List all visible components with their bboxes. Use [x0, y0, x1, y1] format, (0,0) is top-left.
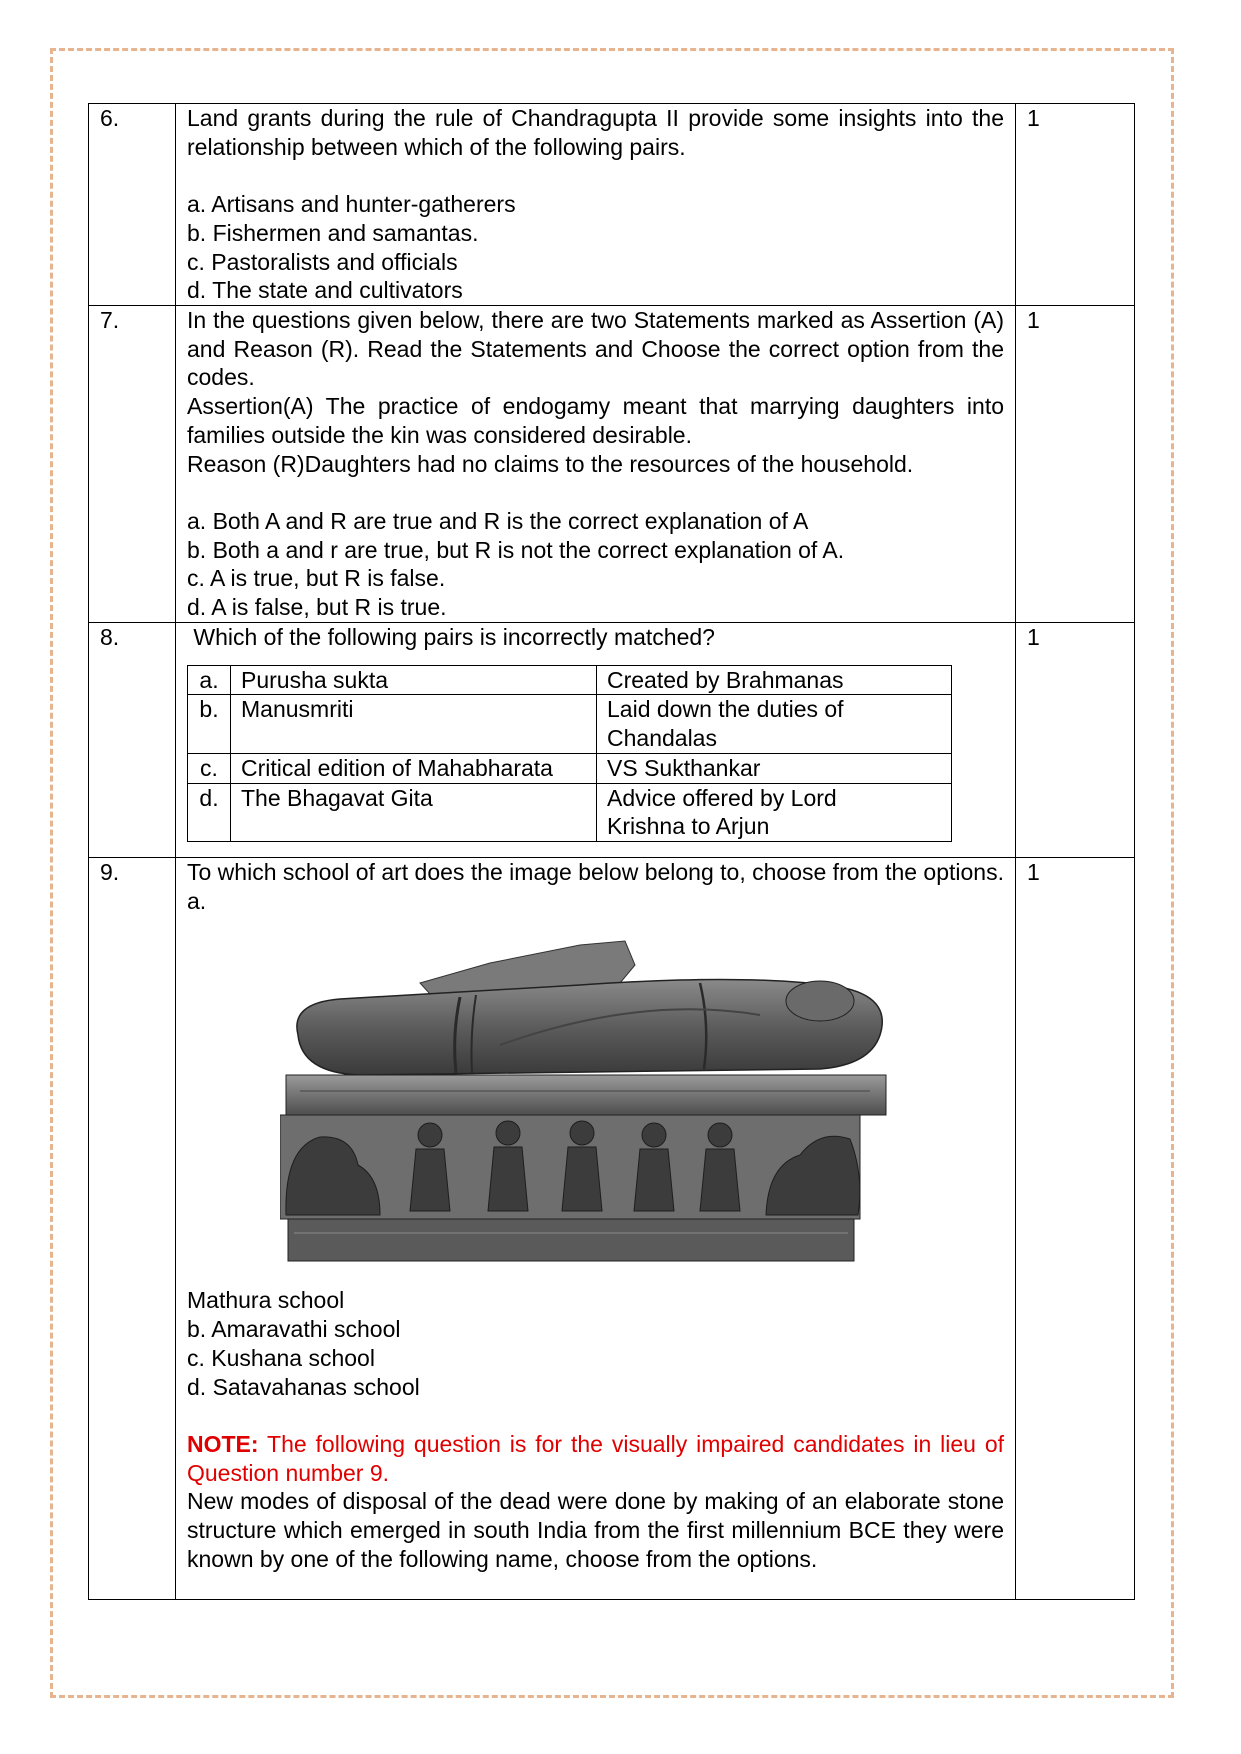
pair-left: Purusha sukta	[231, 665, 597, 695]
question-stem: Which of the following pairs is incorrectly matched?	[187, 624, 715, 650]
pairs-table	[187, 665, 952, 842]
note-label: NOTE:	[187, 1430, 259, 1457]
option-a: a. Artisans and hunter-gatherers	[187, 191, 516, 218]
question-marks: 1	[1016, 623, 1135, 858]
question-marks: 1	[1016, 858, 1135, 1600]
alt-question: New modes of disposal of the dead were done by making of an elaborate stone structure which emerged in south India from the first millennium BCE they were known by one of the following name, choose from the options.	[187, 1488, 1004, 1572]
sculpture-image	[280, 915, 910, 1271]
pair-left: Manusmriti	[231, 695, 597, 753]
note-text	[187, 1430, 1004, 1487]
question-intro: In the questions given below, there are two Statements marked as Assertion (A) and Reason (R). Read the Statements and Choose the correct option from the codes.	[187, 307, 1004, 391]
question-body	[176, 623, 1016, 858]
pair-letter: a.	[188, 665, 231, 695]
option-d: d. A is false, but R is true.	[187, 594, 447, 621]
pair-right: Advice offered by Lord Krishna to Arjun	[597, 783, 952, 841]
option-b: b. Both a and r are true, but R is not the correct explanation of A.	[187, 536, 845, 563]
option-a-label: a.	[187, 887, 207, 914]
assertion-text: Assertion(A) The practice of endogamy meant that marrying daughters into families outside the kin was considered desirable.	[187, 393, 1004, 448]
pair-letter: d.	[188, 783, 231, 841]
question-row-9	[89, 858, 1135, 1600]
question-stem: Land grants during the rule of Chandragupta II provide some insights into the relationship between which of the following pairs.	[187, 105, 1004, 160]
pair-left: The Bhagavat Gita	[231, 783, 597, 841]
question-body	[176, 306, 1016, 623]
question-stem: To which school of art does the image below belong to, choose from the options.	[187, 859, 1004, 885]
reason-text: Reason (R)Daughters had no claims to the resources of the household.	[187, 450, 914, 477]
question-number: 9.	[89, 858, 176, 1600]
option-d: d. Satavahanas school	[187, 1373, 420, 1400]
question-table	[88, 103, 1135, 1600]
option-a: Mathura school	[187, 1287, 345, 1314]
option-d: d. The state and cultivators	[187, 277, 463, 304]
option-c: c. A is true, but R is false.	[187, 565, 446, 592]
question-body	[176, 104, 1016, 306]
option-a: a. Both A and R are true and R is the correct explanation of A	[187, 507, 809, 534]
pair-letter: b.	[188, 695, 231, 753]
question-row-7	[89, 306, 1135, 623]
pair-left: Critical edition of Mahabharata	[231, 753, 597, 783]
pair-row	[188, 783, 952, 841]
question-row-8	[89, 623, 1135, 858]
option-c: c. Pastoralists and officials	[187, 248, 458, 275]
question-body	[176, 858, 1016, 1600]
pair-row	[188, 753, 952, 783]
question-number: 8.	[89, 623, 176, 858]
pair-row	[188, 665, 952, 695]
question-marks: 1	[1016, 104, 1135, 306]
pair-row	[188, 695, 952, 753]
question-row-6	[89, 104, 1135, 306]
note-body: The following question is for the visually impaired candidates in lieu of Question number 9.	[187, 1430, 1004, 1486]
pair-right: Laid down the duties of Chandalas	[597, 695, 952, 753]
pair-right: VS Sukthankar	[597, 753, 952, 783]
pair-right: Created by Brahmanas	[597, 665, 952, 695]
question-marks: 1	[1016, 306, 1135, 623]
question-number: 7.	[89, 306, 176, 623]
option-b: b. Fishermen and samantas.	[187, 219, 479, 246]
question-number: 6.	[89, 104, 176, 306]
pair-letter: c.	[188, 753, 231, 783]
option-b: b. Amaravathi school	[187, 1316, 401, 1343]
option-c: c. Kushana school	[187, 1344, 375, 1371]
